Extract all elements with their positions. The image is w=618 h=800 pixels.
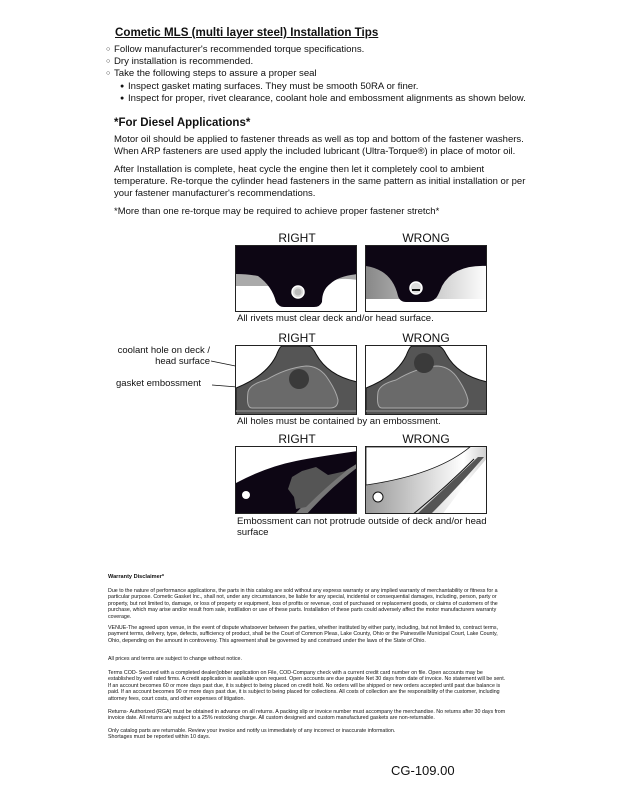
wrong-label: WRONG xyxy=(402,231,450,245)
circle-bullet-icon: ○ xyxy=(106,70,111,78)
wrong-label: WRONG xyxy=(402,432,450,446)
tip-item: ○ Take the following steps to assure a proper seal xyxy=(106,68,317,80)
warranty-paragraph: Due to the nature of performance applications, the parts in this catalog are sold without any express warranty or any implied warranty of merchantability or fitness for a particular purpose. Cometic Gasket Inc., shall not, under any circumstances, be liable for any special, incidental or consequential damages, including, person, party or property, but not limited to, damage, or loss of property or equipment, loss of profits or revenue, cost of purchased or replacement goods, or claims of customers of the purchase, which may arise and/or result from sale, instillation or use of these parts. Installation of these parts could adversely affect the motor manufacturers warranty coverage. xyxy=(108,588,498,620)
subtip-item: ● Inspect gasket mating surfaces. They must be smooth 50RA or finer. xyxy=(120,80,419,92)
circle-bullet-icon: ○ xyxy=(106,58,111,66)
tip-item: ○ Follow manufacturer's recommended torque specifications. xyxy=(106,44,365,55)
circle-bullet-icon: ○ xyxy=(106,46,111,53)
callout-coolant-hole: coolant hole on deck / head surface xyxy=(117,345,210,367)
review-paragraph: Only catalog parts are returnable. Review your invoice and notify us immediately of any incorrect or inaccurate information. Shortages must be reported within 10 days. xyxy=(108,728,396,741)
diesel-paragraph: After Installation is complete, heat cycle the engine then let it completely cool to ambient temperature. Re-torque the cylinder head fasteners in the same pattern as initial installation or per your fastener manufacturer's recommendations. xyxy=(114,164,526,200)
rivet-right-diagram xyxy=(235,245,357,312)
page-title: Cometic MLS (multi layer steel) Installation Tips xyxy=(115,26,379,39)
callout-gasket-embossment: gasket embossment xyxy=(116,378,202,389)
terms-paragraph: Terms COD- Secured with a completed dealer/jobber application on File, COD-Company check with a current credit card number on file. Open accounts may be established by well rated firms. A credit application is available upon request. Open accounts are due payable Net 30 days from date of invoice. No statement will be sent. If an account becomes 60 or more days past due, it is subject to being placed on credit hold. No orders will be shipped or new orders accepted until past due balance is paid. If an account becomes 90 or more days past due, it is subject to being placed for collections. All costs of collection are the responsibility of the customer, including attorney fees, court costs, and other expenses of litigation. xyxy=(108,670,506,702)
embossment-wrong-diagram xyxy=(365,446,487,514)
page-code: CG-109.00 xyxy=(391,763,455,778)
embossment-right-diagram xyxy=(235,446,357,514)
subtip-item: ● Inspect for proper, rivet clearance, coolant hole and embossment alignments as shown below. xyxy=(120,92,526,104)
diesel-heading: *For Diesel Applications* xyxy=(114,117,251,129)
dot-bullet-icon: ● xyxy=(120,94,125,102)
caption-embossment: Embossment can not protrude outside of deck and/or head surface xyxy=(237,516,487,538)
prices-paragraph: All prices and terms are subject to change without notice. xyxy=(108,656,242,662)
venue-paragraph: VENUE-The agreed upon venue, in the event of dispute whatsoever between the parties, whether instituted by either party, including, but not limited to, contract terms, payment terms, delivery, type, defects, sufficiency of product, shall be the Court of Common Pleas, Lake County, Ohio or the Painesville Municipal Court, Lake County, Ohio, depending on the amount in controversy. This agreement shall be governed by and construed under the laws of the State of Ohio. xyxy=(108,625,499,644)
warranty-title: Warranty Disclaimer* xyxy=(108,574,165,580)
coolant-wrong-diagram xyxy=(365,345,487,415)
coolant-right-diagram xyxy=(235,345,357,415)
caption-rivets: All rivets must clear deck and/or head surface. xyxy=(237,313,434,324)
right-label: RIGHT xyxy=(278,231,316,245)
diesel-note: *More than one re-torque may be required to achieve proper fastener stretch* xyxy=(114,206,440,217)
right-label: RIGHT xyxy=(278,331,316,345)
tip-item: ○ Dry installation is recommended. xyxy=(106,56,254,68)
returns-paragraph: Returns- Authorized (RGA) must be obtained in advance on all returns. A packing slip or invoice number must accompany the merchandise. No returns after 30 days from invoice date. All returns are subject to a 25% restocking charge. All custom designed and custom manufactured gaskets are non-returnable. xyxy=(108,709,506,722)
diesel-paragraph: Motor oil should be applied to fastener threads as well as top and bottom of the fastener washers. When ARP fasteners are used apply the included lubricant (Ultra-Torque®) in place of motor oil. xyxy=(114,134,524,158)
rivet-wrong-diagram xyxy=(365,245,487,312)
tips-list xyxy=(106,44,526,105)
caption-holes: All holes must be contained by an embossment. xyxy=(237,416,441,427)
right-label: RIGHT xyxy=(278,432,316,446)
dot-bullet-icon: ● xyxy=(120,82,125,90)
wrong-label: WRONG xyxy=(402,331,450,345)
